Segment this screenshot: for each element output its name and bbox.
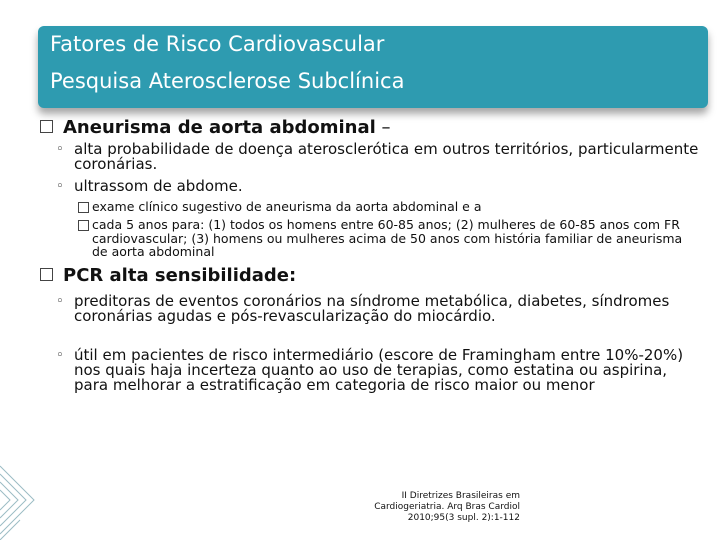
slide-subtitle: Pesquisa Aterosclerose Subclínica — [50, 69, 405, 93]
square-bullet-icon — [40, 120, 53, 133]
list-item: ◦ preditoras de eventos coronários na síndrome metabólica, diabetes, síndromes coronárias agudas e pós-revascularização do miocárdio. — [56, 292, 670, 325]
ring-bullet-icon: ◦ — [56, 348, 64, 363]
slide-title: Fatores de Risco Cardiovascular — [50, 32, 385, 56]
ring-bullet-icon: ◦ — [56, 294, 64, 309]
sub-list-item: cada 5 anos para: (1) todos os homens entre 60-85 anos; (2) mulheres de 60-85 anos com FR cardiovascular; (3) homens ou mulheres acima de 50 anos com história familiar de aneurisma de aorta abdominal — [92, 218, 692, 259]
square-bullet-icon — [40, 268, 53, 281]
citation-footnote: II Diretrizes Brasileiras em Cardiogeriatria. Arq Bras Cardiol 2010;95(3 supl. 2):1-112 — [374, 491, 520, 523]
ring-bullet-icon: ◦ — [56, 142, 64, 157]
section-heading-pcr: PCR alta sensibilidade: — [40, 266, 296, 286]
title-banner — [38, 26, 708, 108]
section-heading-aneurisma: Aneurisma de aorta abdominal – — [40, 118, 391, 138]
list-item: ◦ útil em pacientes de risco intermediário (escore de Framingham entre 10%-20%) nos quais haja incerteza quanto ao uso de terapias, como estatina ou aspirina, para melhorar a estratificação em categoria de risco maior ou menor — [56, 346, 684, 394]
square-bullet-icon — [78, 220, 89, 231]
sub-list-item: exame clínico sugestivo de aneurisma da aorta abdominal e a — [92, 200, 692, 214]
square-bullet-icon — [78, 202, 89, 213]
list-item: ◦ ultrassom de abdome. — [56, 177, 243, 195]
corner-decoration — [0, 456, 44, 540]
ring-bullet-icon: ◦ — [56, 179, 64, 194]
list-item: ◦ alta probabilidade de doença aterosclerótica em outros territórios, particularmente coronárias. — [56, 140, 699, 173]
